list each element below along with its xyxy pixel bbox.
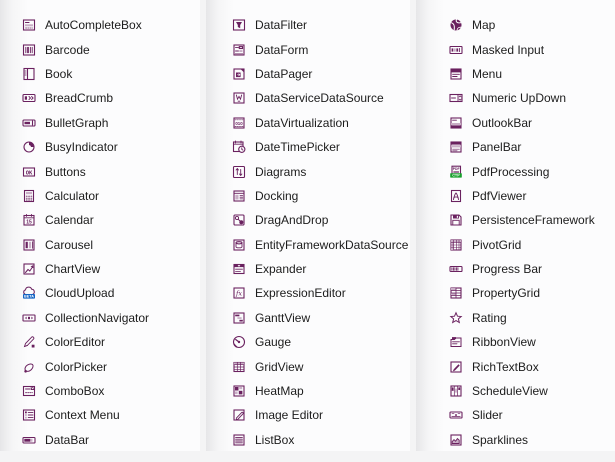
list-item[interactable] (232, 379, 410, 403)
list-item[interactable] (232, 257, 410, 281)
gridview-icon (232, 360, 246, 374)
listbox-icon (232, 433, 246, 447)
contextmenu-icon (22, 408, 36, 422)
list-item-label: DataBar (45, 432, 90, 447)
list-item-label: PdfProcessing (472, 164, 550, 179)
list-item[interactable] (232, 428, 410, 452)
outlookbar-icon (449, 116, 463, 130)
list-item-label: DataFilter (255, 18, 308, 33)
list-item-label: Rating (472, 310, 507, 325)
book-icon (22, 67, 36, 81)
list-item[interactable] (449, 330, 615, 354)
list-item[interactable] (449, 135, 615, 159)
list-item-label: PivotGrid (472, 237, 522, 252)
list-item[interactable] (22, 306, 200, 330)
maskedinput-icon (449, 43, 463, 57)
slider-icon (449, 408, 463, 422)
expander-icon (232, 262, 246, 276)
svg-text:CTP: CTP (452, 173, 460, 178)
list-item[interactable] (22, 330, 200, 354)
map-icon (449, 18, 463, 32)
list-item[interactable] (22, 37, 200, 61)
list-item[interactable] (22, 281, 200, 305)
list-item[interactable] (22, 184, 200, 208)
list-item[interactable] (449, 159, 615, 183)
list-item[interactable] (232, 86, 410, 110)
chartview-icon (22, 262, 36, 276)
datapager-icon (232, 67, 246, 81)
expressioneditor-icon (232, 286, 246, 300)
collectionnavigator-icon (22, 311, 36, 325)
list-item-label: ComboBox (45, 384, 105, 399)
control-list-column-1 (0, 0, 200, 451)
list-item-label: ExpressionEditor (255, 286, 346, 301)
list-item-label: RichTextBox (472, 359, 539, 374)
svg-text:BETA: BETA (23, 295, 35, 300)
datetimepicker-icon (232, 140, 246, 154)
list-item-label: Map (472, 18, 496, 33)
ribbonview-icon (449, 335, 463, 349)
list-item[interactable] (232, 62, 410, 86)
scheduleview-icon (449, 384, 463, 398)
autocompletebox-icon (22, 18, 36, 32)
docking-icon (232, 189, 246, 203)
list-item[interactable] (22, 111, 200, 135)
list-item-label: AutoCompleteBox (45, 18, 142, 33)
pdfviewer-icon (449, 189, 463, 203)
list-item-label: PropertyGrid (472, 286, 541, 301)
propertygrid-icon (449, 286, 463, 300)
list-item-label: DataPager (255, 66, 313, 81)
list-item-label: DateTimePicker (255, 140, 340, 155)
pivotgrid-icon (449, 238, 463, 252)
busyindicator-icon (22, 140, 36, 154)
svg-text:fx: fx (235, 290, 243, 299)
list-item-label: Docking (255, 188, 299, 203)
barcode-icon (22, 43, 36, 57)
dataservicedatasource-icon (232, 91, 246, 105)
list-item[interactable] (22, 208, 200, 232)
calendar-icon (22, 213, 36, 227)
list-item-label: ScheduleView (472, 384, 548, 399)
ganttview-icon (232, 311, 246, 325)
list-item[interactable] (232, 111, 410, 135)
list-item-label: BulletGraph (45, 115, 109, 130)
list-item-label: DataVirtualization (255, 115, 349, 130)
list-item-label: EntityFrameworkDataSource (255, 237, 409, 252)
list-item-label: Masked Input (472, 42, 545, 57)
list-item-label: Context Menu (45, 408, 120, 423)
list-item-label: GridView (255, 359, 304, 374)
list-item[interactable] (449, 13, 615, 37)
list-item[interactable] (232, 208, 410, 232)
list-item[interactable] (449, 37, 615, 61)
panelbar-icon (449, 140, 463, 154)
menu-icon (449, 67, 463, 81)
list-item-label: Diagrams (255, 164, 307, 179)
list-item[interactable] (22, 233, 200, 257)
colorpicker-icon (22, 360, 36, 374)
list-item-label: Calendar (45, 213, 94, 228)
list-item[interactable] (449, 208, 615, 232)
carousel-icon (22, 238, 36, 252)
list-item-label: BreadCrumb (45, 91, 114, 106)
list-item[interactable] (449, 257, 615, 281)
draganddrop-icon (232, 213, 246, 227)
dataform-icon (232, 43, 246, 57)
list-item-label: Numeric UpDown (472, 91, 567, 106)
diagrams-icon (232, 165, 246, 179)
persistenceframework-icon (449, 213, 463, 227)
list-item[interactable] (232, 330, 410, 354)
buttons-icon (22, 165, 36, 179)
list-item-label: Slider (472, 408, 503, 423)
list-item-label: ColorPicker (45, 359, 108, 374)
list-item-label: Barcode (45, 42, 90, 57)
list-item[interactable] (22, 257, 200, 281)
list-item[interactable] (449, 403, 615, 427)
list-item[interactable] (22, 62, 200, 86)
entityframeworkdatasource-icon (232, 238, 246, 252)
list-item[interactable] (449, 111, 615, 135)
list-item-label: DragAndDrop (255, 213, 329, 228)
coloreditor-icon (22, 335, 36, 349)
list-item-label: Buttons (45, 164, 86, 179)
list-item-label: ColorEditor (45, 335, 106, 350)
list-item-label: OutlookBar (472, 115, 533, 130)
datafilter-icon (232, 18, 246, 32)
list-item-label: Gauge (255, 335, 292, 350)
list-item-label: CollectionNavigator (45, 310, 150, 325)
sparklines-icon (449, 433, 463, 447)
list-item[interactable] (232, 135, 410, 159)
pdfprocessing-icon (449, 165, 463, 179)
cloudupload-icon (22, 286, 36, 300)
list-item-label: GanttView (255, 310, 311, 325)
list-item-label: CloudUpload (45, 286, 115, 301)
list-item[interactable] (22, 86, 200, 110)
list-item[interactable] (449, 354, 615, 378)
list-item[interactable] (449, 184, 615, 208)
svg-text:OK: OK (25, 169, 33, 176)
list-item[interactable] (232, 184, 410, 208)
list-item[interactable] (449, 233, 615, 257)
list-item[interactable] (449, 428, 615, 452)
list-item-label: PersistenceFramework (472, 213, 595, 228)
list-item[interactable] (232, 159, 410, 183)
list-item[interactable] (449, 86, 615, 110)
list-item-label: RibbonView (472, 335, 536, 350)
list-item-label: BusyIndicator (45, 140, 118, 155)
svg-text:PDF: PDF (452, 166, 460, 171)
list-item-label: Calculator (45, 188, 100, 203)
list-item[interactable] (232, 13, 410, 37)
list-item-label: ChartView (45, 262, 101, 277)
breadcrumb-icon (22, 91, 36, 105)
list-item[interactable] (232, 306, 410, 330)
list-item[interactable] (449, 379, 615, 403)
list-item-label: Book (45, 66, 73, 81)
databar-icon (22, 433, 36, 447)
list-item-label: Sparklines (472, 432, 529, 447)
list-item[interactable] (232, 233, 410, 257)
list-item-label: DataForm (255, 42, 309, 57)
list-item[interactable] (22, 354, 200, 378)
list-item[interactable] (232, 281, 410, 305)
richtextbox-icon (449, 360, 463, 374)
list-item-label: Image Editor (255, 408, 324, 423)
bulletgraph-icon (22, 116, 36, 130)
list-item[interactable] (22, 428, 200, 452)
list-item[interactable] (449, 62, 615, 86)
control-list-column-2 (206, 0, 410, 451)
svg-text:15: 15 (26, 219, 32, 226)
list-item-label: PdfViewer (472, 188, 527, 203)
list-item[interactable] (232, 37, 410, 61)
progressbar-icon (449, 262, 463, 276)
list-item-label: PanelBar (472, 140, 522, 155)
list-item-label: Progress Bar (472, 262, 543, 277)
list-item-label: HeatMap (255, 384, 304, 399)
list-item-label: Expander (255, 262, 307, 277)
numericupdown-icon (449, 91, 463, 105)
gauge-icon (232, 335, 246, 349)
svg-text:010: 010 (235, 120, 243, 126)
list-item[interactable] (22, 379, 200, 403)
datavirtualization-icon (232, 116, 246, 130)
list-item[interactable] (232, 354, 410, 378)
imageeditor-icon (232, 408, 246, 422)
list-item-label: Menu (472, 66, 503, 81)
control-list-column-3 (416, 0, 615, 451)
list-item[interactable] (22, 13, 200, 37)
list-item-label: ListBox (255, 432, 295, 447)
list-item[interactable] (449, 281, 615, 305)
list-item[interactable] (22, 159, 200, 183)
list-item[interactable] (22, 135, 200, 159)
list-item[interactable] (232, 403, 410, 427)
rating-icon (449, 311, 463, 325)
calculator-icon (22, 189, 36, 203)
heatmap-icon (232, 384, 246, 398)
combobox-icon (22, 384, 36, 398)
list-item-label: DataServiceDataSource (255, 91, 384, 106)
list-item[interactable] (449, 306, 615, 330)
list-item[interactable] (22, 403, 200, 427)
list-item-label: Carousel (45, 237, 94, 252)
